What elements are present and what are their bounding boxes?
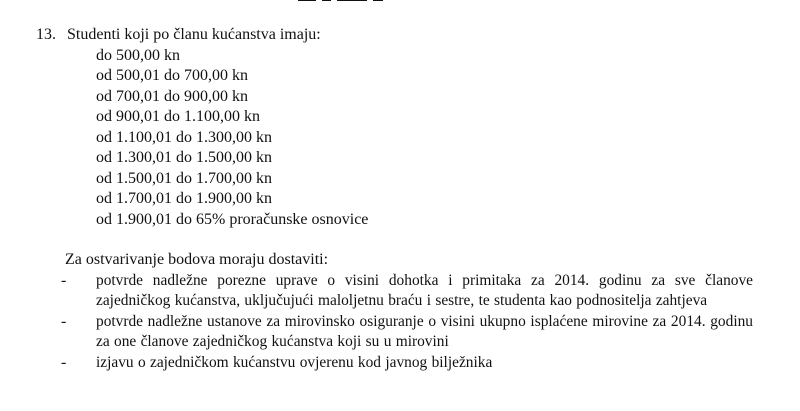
- income-bracket-item: od 1.500,01 do 1.700,00 kn: [96, 169, 272, 187]
- required-document-item: [61, 312, 776, 353]
- income-bracket-list: [36, 46, 776, 231]
- section-heading: [36, 25, 776, 46]
- income-bracket-item: od 1.900,01 do 65% proračunske osnovice: [96, 210, 369, 228]
- income-bracket-item: od 1.300,01 do 1.500,00 kn: [96, 149, 272, 166]
- income-bracket-item: od 900,01 do 1.100,00 kn: [96, 108, 260, 125]
- income-bracket-item: od 1.700,01 do 1.900,00 kn: [96, 190, 272, 207]
- cropped-text-fragment: [298, 0, 388, 3]
- required-document-text: potvrde nadležne porezne uprave o visini dohotka i primitaka za 2014. godinu za sve članove zajedničkog kućanstva, uključujući maloljetnu braću i sestre, te studenta kao podnositelja zahtjeva: [96, 271, 753, 309]
- section-13: [36, 25, 776, 373]
- required-document-text: izjavu o zajedničkom kućanstvu ovjerenu kod javnog bilježnika: [96, 353, 493, 371]
- required-document-item: [61, 271, 776, 312]
- required-document-text: potvrde nadležne ustanove za mirovinsko osiguranje o visini ukupno isplaćene mirovine za 2014. godinu za one članove zajedničkog kućanstva koji su u mirovini: [96, 312, 753, 350]
- dash-bullet: -: [61, 271, 67, 289]
- income-bracket-item: od 500,01 do 700,00 kn: [96, 67, 248, 84]
- required-documents-intro: Za ostvarivanje bodova moraju dostaviti:: [65, 251, 329, 268]
- required-documents-list: [61, 271, 776, 374]
- section-heading-text: Studenti koji po članu kućanstva imaju:: [67, 26, 321, 43]
- income-bracket-item: od 700,01 do 900,00 kn: [96, 87, 248, 105]
- section-number: 13.: [36, 26, 56, 43]
- dash-bullet: -: [61, 312, 67, 330]
- dash-bullet: -: [61, 353, 67, 371]
- required-documents-block: [36, 250, 776, 373]
- income-bracket-item: do 500,00 kn: [96, 46, 180, 64]
- required-document-item: [61, 353, 776, 374]
- income-bracket-item: od 1.100,01 do 1.300,00 kn: [96, 128, 272, 146]
